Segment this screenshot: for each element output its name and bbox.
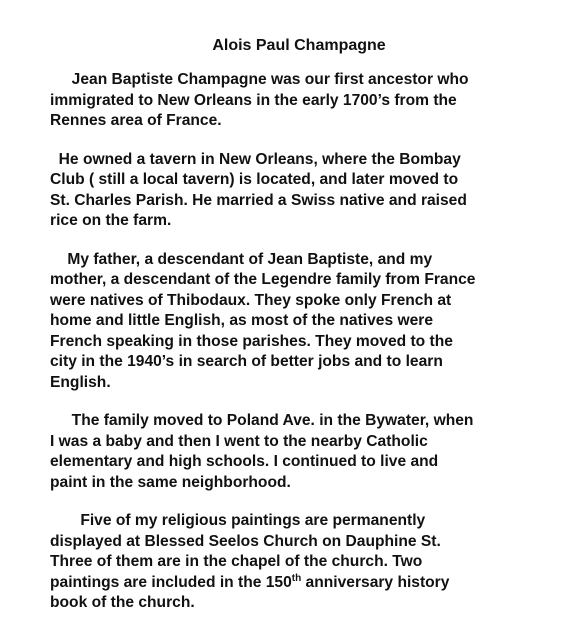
text-line: He owned a tavern in New Orleans, where the Bombay <box>50 150 461 168</box>
text-line: paintings are included in the 150 <box>50 573 292 591</box>
text-line: French speaking in those parishes. They moved to the <box>50 332 453 350</box>
text-line: displayed at Blessed Seelos Church on Dauphine St. <box>50 532 441 550</box>
text-line: immigrated to New Orleans in the early 1700’s from the <box>50 91 457 109</box>
text-line: mother, a descendant of the Legendre family from France <box>50 271 476 288</box>
text-line: elementary and high schools. I continued to live and <box>50 453 439 470</box>
text-line: I was a baby and then I went to the nearby Catholic <box>50 432 428 450</box>
text-line: Club ( still a local tavern) is located, and later moved to <box>50 171 459 188</box>
text-line-tail: anniversary history <box>301 573 450 591</box>
paragraph-family-move <box>50 411 540 493</box>
text-line: Five of my religious paintings are permanently <box>50 512 426 529</box>
paragraph-tavern <box>50 150 540 232</box>
paragraph-ancestor <box>50 70 540 132</box>
text-line: English. <box>50 373 111 391</box>
text-line: My father, a descendant of Jean Baptiste, and my <box>50 250 433 268</box>
text-line: paint in the same neighborhood. <box>50 473 291 491</box>
text-line: city in the 1940’s in search of better jobs and to learn <box>50 353 443 370</box>
text-line: book of the church. <box>50 594 195 611</box>
text-line: Three of them are in the chapel of the church. Two <box>50 553 423 570</box>
text-line: The family moved to Poland Ave. in the Bywater, when <box>50 412 474 429</box>
text-line: home and little English, as most of the natives were <box>50 312 433 329</box>
text-line: rice on the farm. <box>50 212 172 229</box>
document-page <box>50 36 540 632</box>
text-line: Rennes area of France. <box>50 112 222 129</box>
text-line: St. Charles Parish. He married a Swiss native and raised <box>50 191 467 209</box>
text-line: Jean Baptiste Champagne was our first ancestor who <box>50 71 469 88</box>
paragraph-parents <box>50 250 540 394</box>
text-line: were natives of Thibodaux. They spoke only French at <box>50 291 452 309</box>
paragraph-paintings <box>50 511 540 614</box>
ordinal-superscript: th <box>291 572 302 584</box>
document-title: Alois Paul Champagne <box>212 37 386 54</box>
